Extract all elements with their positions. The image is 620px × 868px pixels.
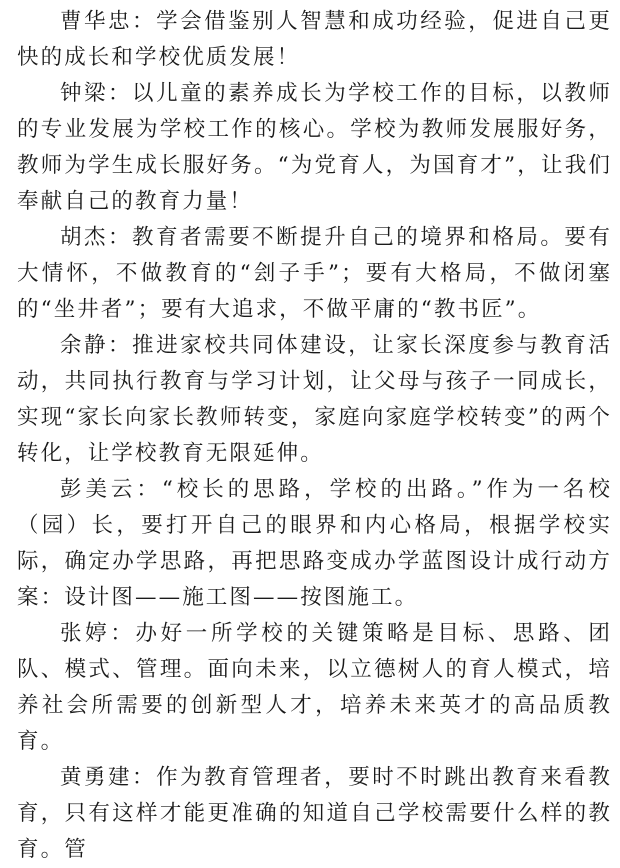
paragraph-huang-yongjian: 黄勇建：作为教育管理者，要时不时跳出教育来看教育，只有这样才能更准确的知道自己学校需要什么样的教育。管 [17, 765, 612, 862]
paragraph-zhang-ting: 张婷：办好一所学校的关键策略是目标、思路、团队、模式、管理。面向未来，以立德树人的育人模式，培养社会所需要的创新型人才，培养未来英才的高品质教育。 [17, 621, 612, 754]
paragraph-zhong-liang: 钟梁：以儿童的素养成长为学校工作的目标，以教师的专业发展为学校工作的核心。学校为教师发展服好务，教师为学生成长服好务。“为党育人，为国育才”，让我们奉献自己的教育力量！ [17, 81, 612, 214]
paragraph-hu-jie: 胡杰：教育者需要不断提升自己的境界和格局。要有大情怀，不做教育的“刽子手”；要有大格局，不做闭塞的“坐井者”；要有大追求，不做平庸的“教书匠”。 [17, 225, 612, 322]
paragraph-yu-jing: 余静：推进家校共同体建设，让家长深度参与教育活动，共同执行教育与学习计划，让父母与孩子一同成长，实现“家长向家长教师转变，家庭向家庭学校转变”的两个转化，让学校教育无限延伸。 [17, 333, 612, 466]
paragraph-peng-meiyun: 彭美云：“校长的思路，学校的出路。”作为一名校（园）长，要打开自己的眼界和内心格局，根据学校实际，确定办学思路，再把思路变成办学蓝图设计成行动方案：设计图——施工图——按图施工。 [17, 477, 612, 610]
paragraph-cao-huazhong: 曹华忠：学会借鉴别人智慧和成功经验，促进自己更快的成长和学校优质发展！ [17, 9, 612, 70]
